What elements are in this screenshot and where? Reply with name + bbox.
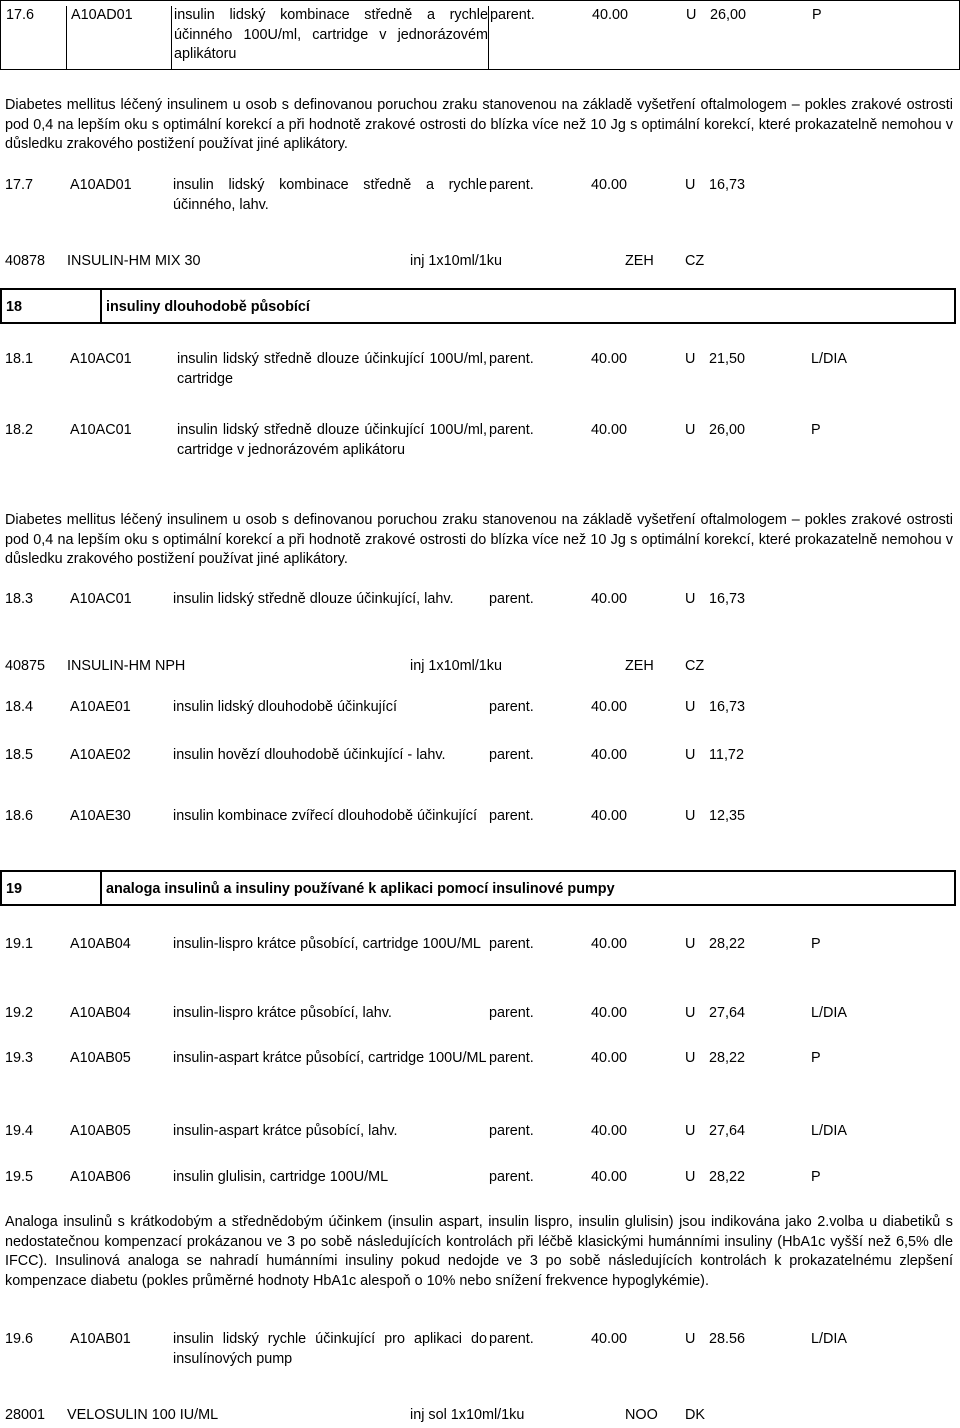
drug-package: inj 1x10ml/1ku	[410, 253, 502, 269]
price: 27,64	[709, 1123, 746, 1139]
section-number: 19	[6, 881, 23, 897]
unit: U	[685, 422, 696, 438]
route: parent.	[489, 1050, 534, 1066]
description: insulin kombinace zvířecí dlouhodobě účinkující	[173, 808, 477, 824]
price: 12,35	[709, 808, 746, 824]
row-number: 18.2	[5, 422, 34, 438]
drug-country: CZ	[685, 253, 705, 269]
table-row	[0, 421, 960, 481]
note: L/DIA	[811, 1123, 847, 1139]
price: 16,73	[709, 177, 746, 193]
route: parent.	[489, 1123, 534, 1139]
drug-manufacturer: ZEH	[625, 253, 654, 269]
atc-code: A10AB01	[70, 1331, 131, 1347]
unit: U	[685, 1331, 696, 1347]
note: L/DIA	[811, 1005, 847, 1021]
dose: 40.00	[591, 1005, 628, 1021]
note: P	[811, 1050, 821, 1066]
atc-code: A10AC01	[70, 422, 132, 438]
unit: U	[685, 699, 696, 715]
description: insulin glulisin, cartridge 100U/ML	[173, 1169, 389, 1185]
route: parent.	[490, 7, 535, 23]
price: 26,00	[709, 422, 746, 438]
dose: 40.00	[591, 1331, 628, 1347]
description: insulin-aspart krátce působící, cartridge 100U/ML	[173, 1050, 487, 1066]
unit: U	[685, 351, 696, 367]
table-row	[0, 1168, 960, 1190]
indication-paragraph: Diabetes mellitus léčený insulinem u osob s definovanou poruchou zraku stanovenou na základě vyšetření oftalmologem – pokles zrakové ostrosti pod 0,4 na lepším oku s optimální korekcí a při hodnotě zrakové ostrosti do blízka více než 10 Jg s optimální korekcí, které prokazatelně nemohou v důsledku zrakového postižení používat jiné aplikátory.	[5, 97, 953, 152]
dose: 40.00	[591, 591, 628, 607]
dose: 40.00	[591, 422, 628, 438]
price: 16,73	[709, 591, 746, 607]
atc-code: A10AB05	[70, 1123, 131, 1139]
dose: 40.00	[591, 936, 628, 952]
unit: U	[686, 7, 697, 23]
section-heading	[0, 870, 956, 906]
table-row	[0, 935, 960, 975]
route: parent.	[489, 591, 534, 607]
price: 28,22	[709, 936, 746, 952]
atc-code: A10AD01	[71, 6, 172, 70]
atc-code: A10AE02	[70, 747, 131, 763]
atc-code: A10AB06	[70, 1169, 131, 1185]
atc-code: A10AD01	[70, 177, 132, 193]
price: 26,00	[710, 7, 747, 23]
route: parent.	[489, 747, 534, 763]
atc-code: A10AC01	[70, 591, 132, 607]
drug-country: CZ	[685, 658, 705, 674]
unit: U	[685, 747, 696, 763]
table-row	[0, 1122, 960, 1144]
row-number: 19.4	[5, 1123, 34, 1139]
drug-country: DK	[685, 1407, 705, 1423]
description: insulin lidský dlouhodobě účinkující	[173, 699, 397, 715]
route: parent.	[489, 808, 534, 824]
description: insulin lidský kombinace středně a rychle účinného, lahv.	[173, 177, 487, 213]
table-row	[0, 746, 960, 786]
dose: 40.00	[591, 747, 628, 763]
description: insulin lidský středně dlouze účinkující 100U/ml, cartridge	[177, 351, 487, 387]
drug-name: INSULIN-HM MIX 30	[67, 253, 201, 269]
note: L/DIA	[811, 1331, 847, 1347]
drug-code: 40875	[5, 658, 46, 674]
row-number: 17.7	[5, 177, 34, 193]
table-row	[0, 1330, 960, 1370]
drug-name: INSULIN-HM NPH	[67, 658, 186, 674]
unit: U	[685, 177, 696, 193]
description: insulin-aspart krátce působící, lahv.	[173, 1123, 398, 1139]
unit: U	[685, 1123, 696, 1139]
dose: 40.00	[591, 351, 628, 367]
section-title: analoga insulinů a insuliny používané k aplikaci pomocí insulinové pumpy	[106, 881, 615, 897]
row-number: 18.4	[5, 699, 34, 715]
table-row	[0, 176, 960, 216]
atc-code: A10AE01	[70, 699, 131, 715]
note: L/DIA	[811, 351, 847, 367]
description: insulin lidský středně dlouze účinkující, lahv.	[173, 591, 454, 607]
description: insulin-lispro krátce působící, cartridge 100U/ML	[173, 936, 481, 952]
price: 28,22	[709, 1050, 746, 1066]
dose: 40.00	[592, 7, 629, 23]
table-row	[0, 1049, 960, 1089]
drug-package: inj 1x10ml/1ku	[410, 658, 502, 674]
row-number: 19.6	[5, 1331, 34, 1347]
route: parent.	[489, 351, 534, 367]
row-number: 18.6	[5, 808, 34, 824]
price: 21,50	[709, 351, 746, 367]
table-row	[0, 807, 960, 847]
price: 27,64	[709, 1005, 746, 1021]
section-divider	[100, 872, 102, 904]
price: 28,22	[709, 1169, 746, 1185]
route: parent.	[489, 1005, 534, 1021]
atc-code: A10AB05	[70, 1050, 131, 1066]
route: parent.	[489, 699, 534, 715]
indication-paragraph: Diabetes mellitus léčený insulinem u osob s definovanou poruchou zraku stanovenou na základě vyšetření oftalmologem – pokles zrakové ostrosti pod 0,4 na lepším oku s optimální korekcí a při hodnotě zrakové ostrosti do blízka více než 10 Jg s optimální korekcí, které prokazatelně nemohou v důsledku zrakového postižení používat jiné aplikátory.	[5, 512, 953, 567]
table-row	[0, 350, 960, 390]
note: P	[811, 936, 821, 952]
unit: U	[685, 808, 696, 824]
dose: 40.00	[591, 1050, 628, 1066]
atc-code: A10AB04	[70, 1005, 131, 1021]
drug-manufacturer: NOO	[625, 1407, 658, 1423]
price: 28.56	[709, 1331, 746, 1347]
note: P	[811, 422, 821, 438]
section-heading	[0, 288, 956, 324]
description: insulin lidský kombinace středně a rychle účinného 100U/ml, cartridge v jednorázovém aplikátoru	[174, 6, 489, 70]
price: 16,73	[709, 699, 746, 715]
route: parent.	[489, 177, 534, 193]
description: insulin lidský středně dlouze účinkující 100U/ml, cartridge v jednorázovém aplikátoru	[177, 422, 487, 458]
section-number: 18	[6, 299, 23, 315]
drug-package: inj sol 1x10ml/1ku	[410, 1407, 525, 1423]
row-number: 19.2	[5, 1005, 34, 1021]
drug-manufacturer: ZEH	[625, 658, 654, 674]
dose: 40.00	[591, 808, 628, 824]
description: insulin hovězí dlouhodobě účinkující - lahv.	[173, 747, 446, 763]
route: parent.	[489, 936, 534, 952]
row-number: 18.3	[5, 591, 34, 607]
dose: 40.00	[591, 177, 628, 193]
unit: U	[685, 936, 696, 952]
row-number: 18.1	[5, 351, 34, 367]
drug-code: 28001	[5, 1407, 46, 1423]
note: P	[811, 1169, 821, 1185]
dose: 40.00	[591, 1123, 628, 1139]
table-row	[0, 0, 960, 70]
row-number: 18.5	[5, 747, 34, 763]
indication-paragraph: Analoga insulinů s krátkodobým a střednědobým účinkem (insulin aspart, insulin lispro, insulin glulisin) jsou indikována jako 2.volba u diabetiků s nedostatečnou kompenzací prokázanou ve 3 po sobě následujících kontrolách při léčbě klasickými humánními insuliny (HbA1c vyšší než 6,5% dle IFCC). Insulinová analoga se nahradí humánními insuliny pokud nedojde ve 3 po sobě následujících kontrolách k prokazatelnému zlepšení kompenzace diabetu (pokles průměrné hodnoty HbA1c alespoň o 10% nebo snížení frekvence hypoglykémie).	[5, 1214, 953, 1289]
table-row	[0, 590, 960, 630]
route: parent.	[489, 1169, 534, 1185]
dose: 40.00	[591, 1169, 628, 1185]
atc-code: A10AE30	[70, 808, 131, 824]
route: parent.	[489, 422, 534, 438]
description: insulin lidský rychle účinkující pro aplikaci do insulínových pump	[173, 1331, 487, 1367]
unit: U	[685, 591, 696, 607]
drug-name: VELOSULIN 100 IU/ML	[67, 1407, 219, 1423]
section-title: insuliny dlouhodobě působící	[106, 299, 310, 315]
drug-code: 40878	[5, 253, 46, 269]
unit: U	[685, 1169, 696, 1185]
route: parent.	[489, 1331, 534, 1347]
table-row	[0, 1004, 960, 1026]
row-number: 19.5	[5, 1169, 34, 1185]
unit: U	[685, 1005, 696, 1021]
price: 11,72	[709, 747, 744, 763]
row-number: 19.1	[5, 936, 34, 952]
atc-code: A10AC01	[70, 351, 132, 367]
row-number: 17.6	[6, 6, 67, 70]
dose: 40.00	[591, 699, 628, 715]
table-row	[0, 698, 960, 720]
description: insulin-lispro krátce působící, lahv.	[173, 1005, 392, 1021]
note: P	[812, 7, 822, 23]
section-divider	[100, 290, 102, 322]
row-number: 19.3	[5, 1050, 34, 1066]
atc-code: A10AB04	[70, 936, 131, 952]
unit: U	[685, 1050, 696, 1066]
